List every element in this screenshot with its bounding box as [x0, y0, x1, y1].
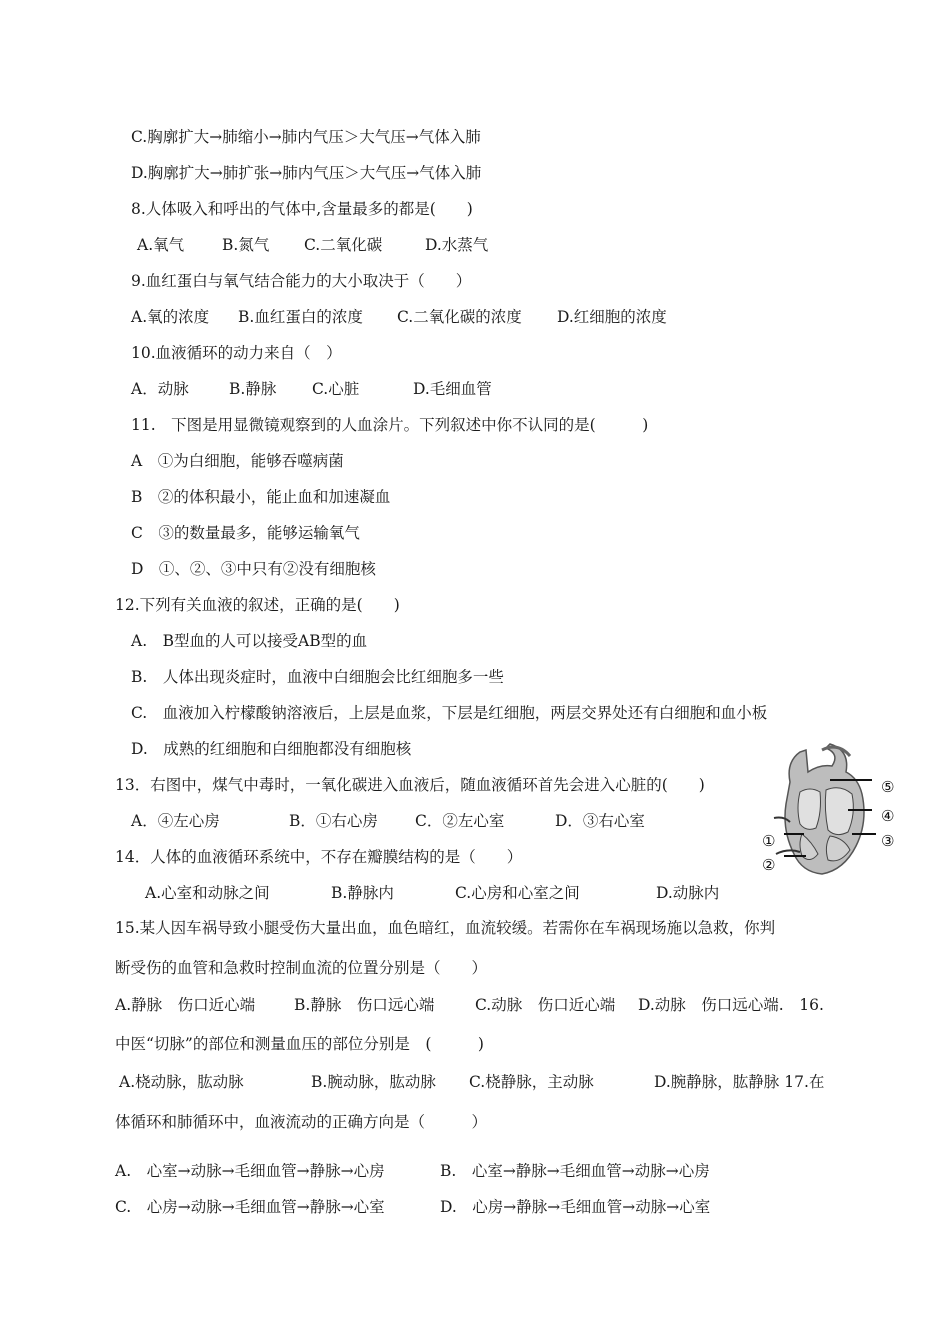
option-11b: B ②的体积最小，能止血和加速凝血	[131, 488, 391, 506]
option-b: B．①右心房	[289, 812, 378, 830]
option-c: C.二氧化碳的浓度	[397, 308, 522, 326]
label-3: ③	[881, 832, 895, 850]
label-2: ②	[762, 856, 776, 874]
option-b: B.血红蛋白的浓度	[238, 308, 363, 326]
option-d: D.红细胞的浓度	[557, 308, 667, 326]
option-c: C.二氧化碳	[304, 236, 383, 254]
option-a: A.静脉 伤口近心端	[115, 996, 256, 1014]
option-c: C.心脏	[312, 380, 360, 398]
option-12b: B. 人体出现炎症时，血液中白细胞会比红细胞多一些	[131, 668, 504, 686]
option-a: A．④左心房	[131, 812, 220, 830]
question-11: 11. 下图是用显微镜观察到的人血涂片。下列叙述中你不认同的是( )	[131, 416, 649, 434]
question-14: 14．人体的血液循环系统中，不存在瓣膜结构的是（ ）	[115, 848, 523, 866]
option-d: D.腕静脉，肱静脉 17.在	[654, 1073, 825, 1091]
option-b: B.静脉内	[331, 884, 394, 902]
option-d: D. 心房→静脉→毛细血管→动脉→心室	[440, 1198, 711, 1216]
heart-diagram	[760, 742, 910, 882]
label-4: ④	[881, 807, 895, 825]
option-b: B.静脉	[229, 380, 277, 398]
label-1: ①	[762, 832, 776, 850]
option-a: A.氧气	[137, 236, 185, 254]
option-a: A.桡动脉，肱动脉	[119, 1073, 244, 1091]
question-13: 13．右图中，煤气中毒时，一氧化碳进入血液后，随血液循环首先会进入心脏的( )	[115, 776, 705, 794]
option-b: B. 心室→静脉→毛细血管→动脉→心房	[440, 1162, 710, 1180]
option-a: A. 心室→动脉→毛细血管→静脉→心房	[115, 1162, 385, 1180]
option-7c: C.胸廓扩大→肺缩小→肺内气压＞大气压→气体入肺	[131, 128, 481, 146]
option-c: C.桡静脉，主动脉	[469, 1073, 594, 1091]
option-b: B.氮气	[222, 236, 270, 254]
option-b: B.静脉 伤口远心端	[294, 996, 435, 1014]
option-c: C.动脉 伤口近心端	[475, 996, 616, 1014]
option-a: A．动脉	[131, 380, 189, 398]
question-10: 10.血液循环的动力来自（ ）	[131, 344, 342, 362]
question-16: 中医“切脉”的部位和测量血压的部位分别是 ( )	[115, 1035, 484, 1053]
question-12: 12.下列有关血液的叙述，正确的是( )	[115, 596, 400, 614]
option-a: A.心室和动脉之间	[145, 884, 270, 902]
option-c: C．②左心室	[415, 812, 505, 830]
question-8: 8.人体吸入和呼出的气体中,含量最多的都是( )	[131, 200, 473, 218]
option-d: D.动脉 伤口远心端. 16.	[638, 996, 824, 1014]
option-12d: D. 成熟的红细胞和白细胞都没有细胞核	[131, 740, 412, 758]
label-5: ⑤	[881, 778, 895, 796]
option-12a: A. B型血的人可以接受AB型的血	[131, 632, 368, 650]
option-b: B.腕动脉，肱动脉	[311, 1073, 436, 1091]
option-d: D.毛细血管	[413, 380, 492, 398]
option-11c: C ③的数量最多，能够运输氧气	[131, 524, 360, 542]
question-15-line2: 断受伤的血管和急救时控制血流的位置分别是（ ）	[115, 959, 488, 977]
option-a: A.氧的浓度	[131, 308, 210, 326]
option-c: C. 心房→动脉→毛细血管→静脉→心室	[115, 1198, 385, 1216]
option-d: D．③右心室	[555, 812, 645, 830]
question-15-line1: 15.某人因车祸导致小腿受伤大量出血，血色暗红，血流较缓。若需你在车祸现场施以急救，你判	[115, 919, 776, 937]
option-11a: A ①为白细胞，能够吞噬病菌	[131, 452, 344, 470]
option-11d: D ①、②、③中只有②没有细胞核	[131, 560, 376, 578]
question-9: 9.血红蛋白与氧气结合能力的大小取决于（ ）	[131, 272, 472, 290]
question-17: 体循环和肺循环中，血液流动的正确方向是（ ）	[115, 1113, 488, 1131]
option-d: D.水蒸气	[425, 236, 489, 254]
option-7d: D.胸廓扩大→肺扩张→肺内气压＞大气压→气体入肺	[131, 164, 482, 182]
option-c: C.心房和心室之间	[455, 884, 580, 902]
option-12c: C. 血液加入柠檬酸钠溶液后，上层是血浆，下层是红细胞，两层交界处还有白细胞和血小板	[131, 704, 768, 722]
option-d: D.动脉内	[656, 884, 720, 902]
